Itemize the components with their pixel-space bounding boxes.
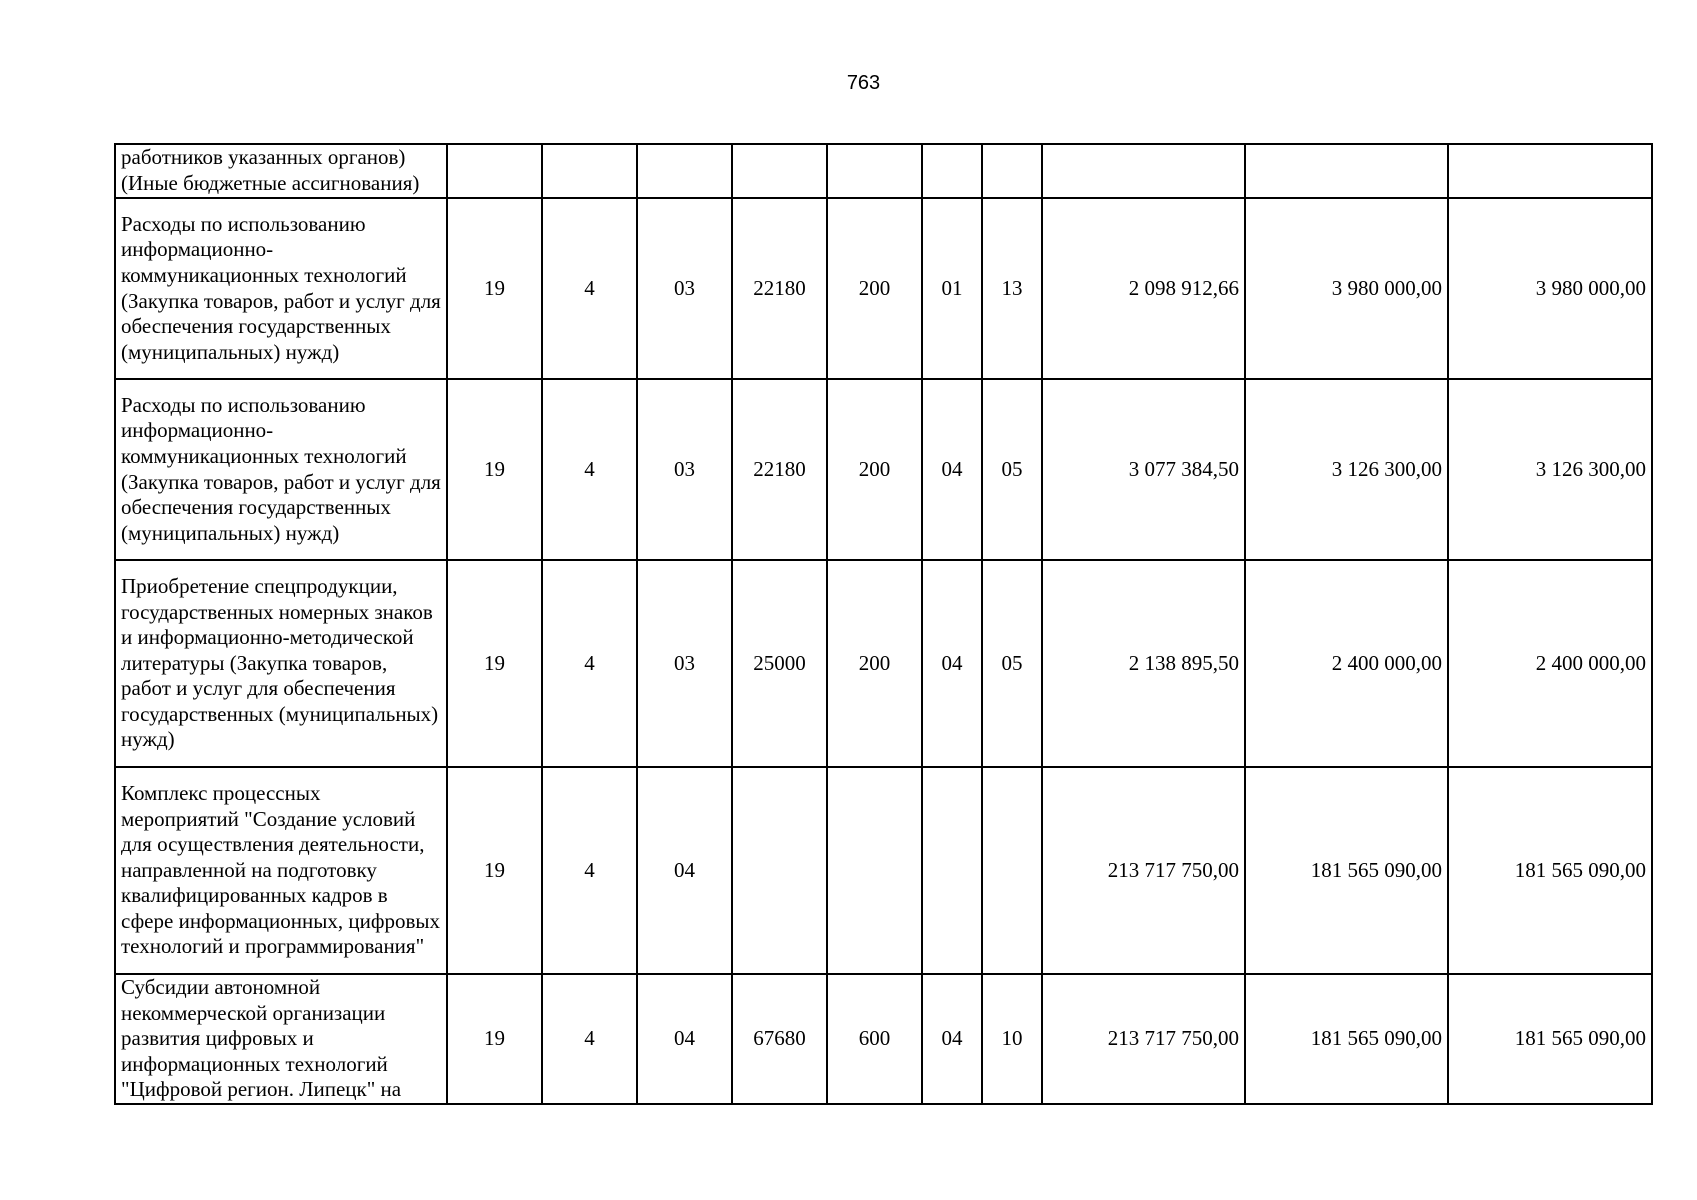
code-cell: 4: [542, 767, 637, 974]
code-cell: 4: [542, 974, 637, 1104]
table-row: [115, 767, 1652, 974]
amount-cell: 3 980 000,00: [1245, 198, 1448, 379]
amount-cell: 3 126 300,00: [1448, 379, 1652, 560]
budget-table: [114, 143, 1653, 1105]
amount-cell: 2 098 912,66: [1042, 198, 1245, 379]
code-cell: [732, 144, 827, 198]
code-cell: 05: [982, 379, 1042, 560]
code-cell: [982, 767, 1042, 974]
table-row: [115, 974, 1652, 1104]
code-cell: 200: [827, 560, 922, 767]
code-cell: [922, 767, 982, 974]
code-cell: 19: [447, 379, 542, 560]
code-cell: 04: [637, 974, 732, 1104]
code-cell: [542, 144, 637, 198]
amount-cell: 213 717 750,00: [1042, 767, 1245, 974]
row-description: Приобретение спецпродукции, государственных номерных знаков и информационно-методической литературы (Закупка товаров, работ и услуг для обеспечения государственных (муниципальных) нужд): [115, 560, 447, 767]
code-cell: 04: [637, 767, 732, 974]
amount-cell: 2 138 895,50: [1042, 560, 1245, 767]
code-cell: 01: [922, 198, 982, 379]
code-cell: 4: [542, 379, 637, 560]
amount-cell: 3 077 384,50: [1042, 379, 1245, 560]
page-number: 763: [846, 72, 881, 94]
table-row: [115, 560, 1652, 767]
code-cell: 04: [922, 560, 982, 767]
amount-cell: 213 717 750,00: [1042, 974, 1245, 1104]
code-cell: 22180: [732, 379, 827, 560]
amount-cell: [1042, 144, 1245, 198]
code-cell: [447, 144, 542, 198]
code-cell: 03: [637, 560, 732, 767]
table-row: [115, 144, 1652, 198]
amount-cell: 2 400 000,00: [1448, 560, 1652, 767]
amount-cell: [1448, 144, 1652, 198]
table-row: [115, 379, 1652, 560]
amount-cell: 3 126 300,00: [1245, 379, 1448, 560]
code-cell: 4: [542, 198, 637, 379]
code-cell: [827, 144, 922, 198]
code-cell: 600: [827, 974, 922, 1104]
row-description: Комплекс процессных мероприятий "Создание условий для осуществления деятельности, направленной на подготовку квалифицированных кадров в сфере информационных, цифровых технологий и программирования": [115, 767, 447, 974]
code-cell: 05: [982, 560, 1042, 767]
code-cell: 10: [982, 974, 1042, 1104]
amount-cell: 2 400 000,00: [1245, 560, 1448, 767]
code-cell: [982, 144, 1042, 198]
code-cell: 04: [922, 379, 982, 560]
code-cell: 19: [447, 767, 542, 974]
row-description: Расходы по использованию информационно-коммуникационных технологий (Закупка товаров, работ и услуг для обеспечения государственных (муниципальных) нужд): [115, 198, 447, 379]
code-cell: 67680: [732, 974, 827, 1104]
code-cell: 200: [827, 198, 922, 379]
code-cell: 19: [447, 974, 542, 1104]
row-description: Субсидии автономной некоммерческой организации развития цифровых и информационных технологий "Цифровой регион. Липецк" на: [115, 974, 447, 1104]
amount-cell: 181 565 090,00: [1448, 974, 1652, 1104]
code-cell: 03: [637, 379, 732, 560]
code-cell: 200: [827, 379, 922, 560]
code-cell: [637, 144, 732, 198]
code-cell: 19: [447, 560, 542, 767]
code-cell: 25000: [732, 560, 827, 767]
amount-cell: [1245, 144, 1448, 198]
row-description: Расходы по использованию информационно-коммуникационных технологий (Закупка товаров, работ и услуг для обеспечения государственных (муниципальных) нужд): [115, 379, 447, 560]
code-cell: 13: [982, 198, 1042, 379]
amount-cell: 181 565 090,00: [1245, 767, 1448, 974]
code-cell: 04: [922, 974, 982, 1104]
amount-cell: 3 980 000,00: [1448, 198, 1652, 379]
code-cell: [922, 144, 982, 198]
code-cell: 19: [447, 198, 542, 379]
code-cell: [827, 767, 922, 974]
amount-cell: 181 565 090,00: [1245, 974, 1448, 1104]
code-cell: 4: [542, 560, 637, 767]
row-description: работников указанных органов) (Иные бюджетные ассигнования): [115, 144, 447, 198]
table-row: [115, 198, 1652, 379]
code-cell: 03: [637, 198, 732, 379]
amount-cell: 181 565 090,00: [1448, 767, 1652, 974]
code-cell: 22180: [732, 198, 827, 379]
code-cell: [732, 767, 827, 974]
